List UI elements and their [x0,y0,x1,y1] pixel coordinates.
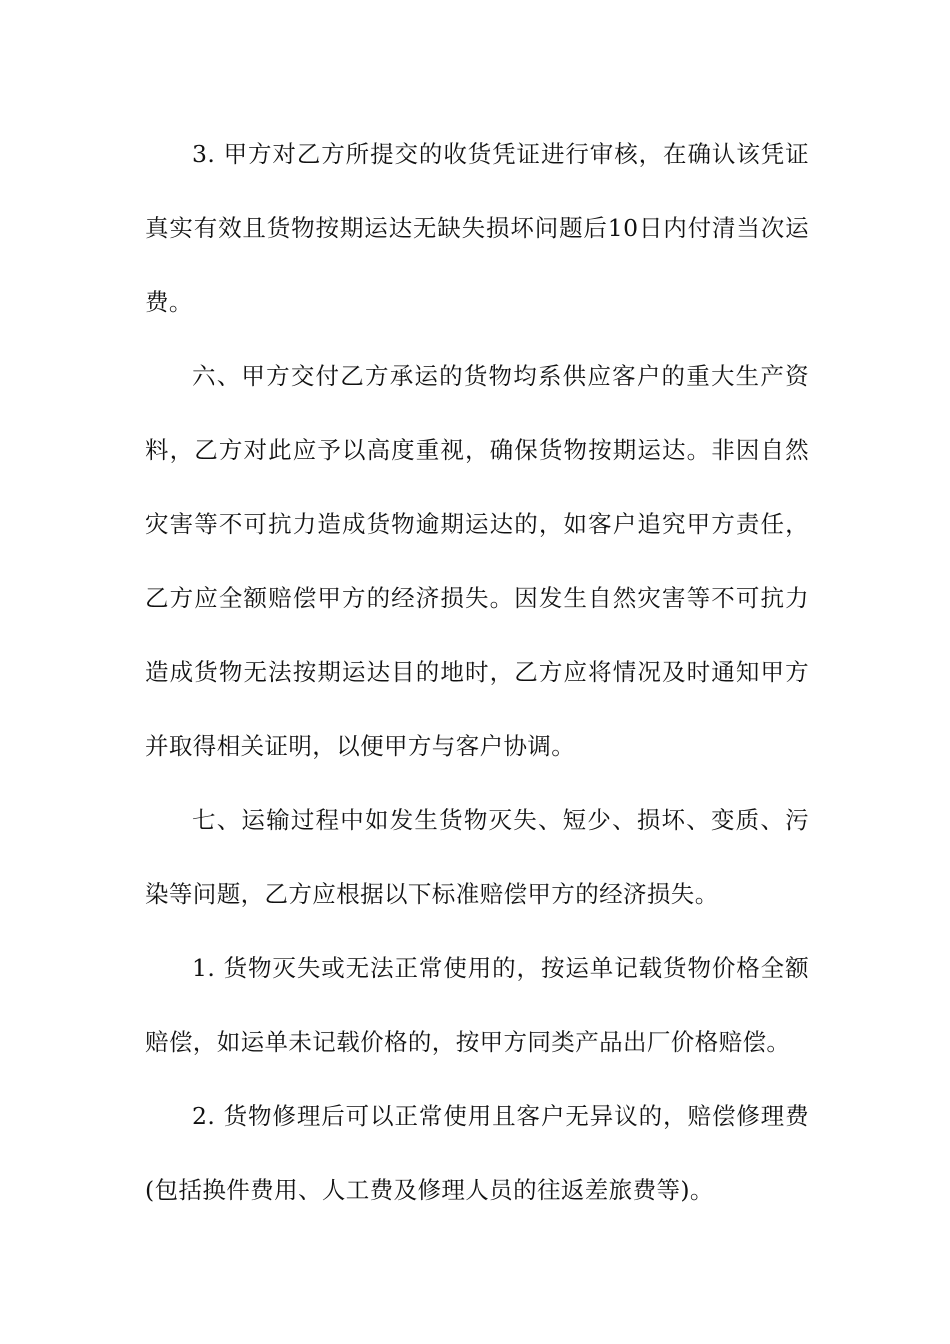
paragraph-item-two: 2. 货物修理后可以正常使用且客户无异议的，赔偿修理费(包括换件费用、人工费及修理人员的往返差旅费等)。 [145,1102,809,1204]
paragraph-item-one: 1. 货物灭失或无法正常使用的，按运单记载货物价格全额赔偿，如运单未记载价格的，按甲方同类产品出厂价格赔偿。 [145,954,809,1056]
paragraph-payment-review: 3. 甲方对乙方所提交的收货凭证进行审核，在确认该凭证真实有效且货物按期运达无缺失损坏问题后10日内付清当次运费。 [145,140,809,316]
paragraph-section-seven: 七、运输过程中如发生货物灭失、短少、损坏、变质、污染等问题，乙方应根据以下标准赔偿甲方的经济损失。 [145,806,809,908]
paragraph-section-six: 六、甲方交付乙方承运的货物均系供应客户的重大生产资料，乙方对此应予以高度重视，确保货物按期运达。非因自然灾害等不可抗力造成货物逾期运达的，如客户追究甲方责任，乙方应全额赔偿甲方的经济损失。因发生自然灾害等不可抗力造成货物无法按期运达目的地时，乙方应将情况及时通知甲方并取得相关证明，以便甲方与客户协调。 [145,362,809,760]
